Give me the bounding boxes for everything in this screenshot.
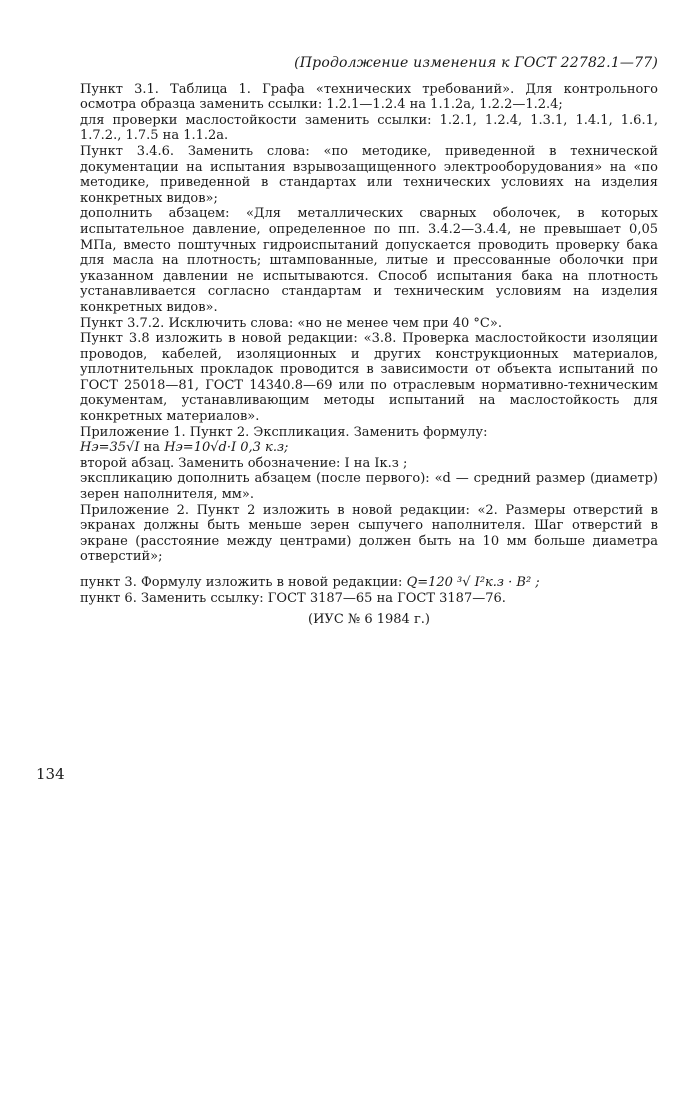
paragraph-5: Пункт 3.7.2. Исключить слова: «но не менее чем при 40 °С». xyxy=(80,315,502,331)
page-number: 134 xyxy=(36,765,65,783)
formula-2-formula: Q=120 ³√ I²к.з · B² ; xyxy=(406,575,540,590)
paragraph-10: Приложение 2. Пункт 2 изложить в новой редакции: «2. Размеры отверстий в экранах должны быть меньше зерен сыпучего наполнителя. Шаг отверстий в экране (расстояние между центрами) должен быть на 10 мм больше диаметра отверстий»; xyxy=(80,502,658,565)
paragraph-4: дополнить абзацем: «Для металлических сварных оболочек, в которых испытательное давление, определенное по пп. 3.4.2—3.4.4, не превышает 0,05 МПа, вместо поштучных гидроиспытаний допускается проводить проверку бака для масла на плотность; штампованные, литые и прессованные оболочки при указанном давлении не испытываются. Способ испытания бака на плотность устанавливается согласно стандартам и техническим условиям на изделия конкретных видов». xyxy=(80,206,658,315)
source-reference: (ИУС № 6 1984 г.) xyxy=(308,612,430,628)
paragraph-3: Пункт 3.4.6. Заменить слова: «по методике, приведенной в технической документации на испытания взрывозащищенного электрооборудования» на «по методике, приведенной в стандартах или технических условиях на изделия конкретных видов»; xyxy=(80,143,658,206)
document-header: (Продолжение изменения к ГОСТ 22782.1—77) xyxy=(294,55,658,71)
formula-1-line xyxy=(80,440,658,456)
paragraph-9: экспликацию дополнить абзацем (после первого): «d — средний размер (диаметр) зерен наполнителя, мм». xyxy=(80,471,658,503)
paragraph-6: Пункт 3.8 изложить в новой редакции: «3.8. Проверка маслостойкости изоляции проводов, кабелей, изоляционных и других конструкционных материалов, уплотнительных прокладок проводится в зависимости от объекта испытаний по ГОСТ 25018—81, ГОСТ 14340.8—69 или по отраслевым нормативно-техническим документам, устанавливающим методы испытаний на маслостойкость для конкретных материалов». xyxy=(80,331,658,425)
paragraph-7: Приложение 1. Пункт 2. Экспликация. Заменить формулу: xyxy=(80,424,488,440)
formula-2-line xyxy=(80,575,658,591)
document-page xyxy=(80,56,658,628)
formula-1-to: Hэ=10√d·I 0,3 к.з; xyxy=(164,440,289,456)
paragraph-8: второй абзац. Заменить обозначение: I на Iк.з ; xyxy=(80,455,408,471)
paragraph-1: Пункт 3.1. Таблица 1. Графа «технических требований». Для контрольного осмотра образца заменить ссылки: 1.2.1—1.2.4 на 1.1.2а, 1.2.2—1.2.4; xyxy=(80,81,658,113)
formula-1-word: на xyxy=(143,440,161,456)
formula-2-text: пункт 3. Формулу изложить в новой редакции: xyxy=(80,575,403,590)
formula-1-from: Hэ=35√I xyxy=(80,440,140,456)
paragraph-2: для проверки маслостойкости заменить ссылки: 1.2.1, 1.2.4, 1.3.1, 1.4.1, 1.6.1, 1.7.2., 1.7.5 на 1.1.2а. xyxy=(80,112,658,144)
paragraph-item-6: пункт 6. Заменить ссылку: ГОСТ 3187—65 на ГОСТ 3187—76. xyxy=(80,590,506,606)
